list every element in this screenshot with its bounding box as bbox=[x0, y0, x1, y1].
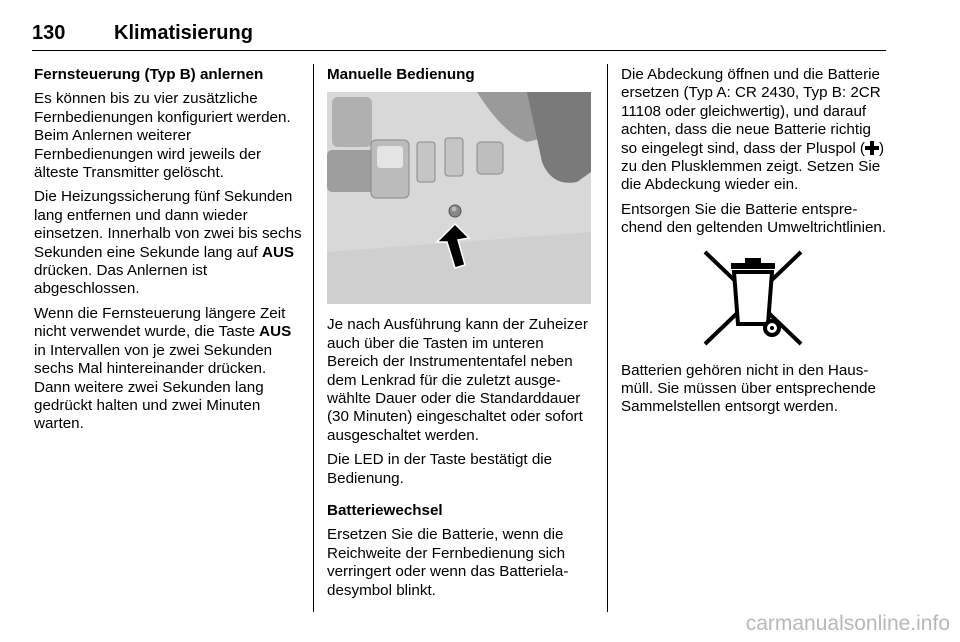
page-header bbox=[32, 22, 886, 51]
column-divider bbox=[313, 64, 314, 612]
chapter-title: Klimatisierung bbox=[114, 22, 253, 44]
section-heading-remote-learning: Fernsteuerung (Typ B) anlernen bbox=[34, 66, 264, 83]
section-heading-manual-operation: Manuelle Bedienung bbox=[327, 66, 475, 83]
column-2 bbox=[327, 66, 595, 606]
section-heading-battery-change: Batteriewechsel bbox=[327, 502, 443, 520]
watermark: carmanualsonline.info bbox=[745, 612, 950, 635]
crossed-out-bin-icon bbox=[701, 248, 805, 348]
column-1 bbox=[34, 66, 302, 440]
paragraph: Die Heizungssicherung fünf Sekunden lang entfernen und dann wieder einsetzen. Innerhalb von zwei bis sechs Sekunden eine Sekunde lang auf AUS drücken. Das Anlernen ist abgeschlossen. bbox=[34, 188, 302, 298]
column-divider bbox=[607, 64, 608, 612]
column-3 bbox=[621, 66, 889, 423]
paragraph: Wenn die Fernsteuerung längere Zeit nicht verwendet wurde, die Taste AUS in Intervallen von je zwei Sekunden sechs Mal hintereinander drücken. Dann weitere zwei Sekunden lang gedrückt halten und zwei Minuten warten. bbox=[34, 304, 292, 433]
key-label-aus: AUS bbox=[259, 323, 292, 341]
plus-pole-icon bbox=[865, 141, 879, 155]
paragraph: Entsorgen Sie die Batterie entsprechend den geltenden Umweltrichtlinien. bbox=[621, 200, 887, 237]
key-label-aus: AUS bbox=[262, 243, 295, 261]
paragraph: Je nach Ausführung kann der Zuheizer auch über die Tasten im unteren Bereich der Instrumententafel neben dem Lenkrad für die zuletzt ausgewählte Dauer oder die Standarddauer (30 Minuten) eingeschaltet oder sofort ausgeschaltet werden. bbox=[327, 316, 588, 444]
paragraph: Die LED in der Taste bestätigt die Bedienung. bbox=[327, 451, 553, 487]
page-number: 130 bbox=[32, 22, 66, 44]
paragraph: Ersetzen Sie die Batterie, wenn die Reichweite der Fernbedienung sich verringert oder wenn das Batterieladesymbol blinkt. bbox=[327, 526, 569, 599]
paragraph: Es können bis zu vier zusätzliche Fernbedienungen konfiguriert werden. Beim Anlernen weiterer Fernbedienungen wird jeweils der älteste Transmitter gelöscht. bbox=[34, 90, 291, 182]
paragraph: Batterien gehören nicht in den Hausmüll. Sie müssen über entsprechende Sammelstellen entsorgt werden. bbox=[621, 361, 876, 416]
paragraph: Die Abdeckung öffnen und die Batterie ersetzen (Typ A: CR 2430, Typ B: 2CR 11108 oder gleichwertig), und darauf achten, dass die neue Batterie richtig so eingelegt sind, dass der Pluspol ( ) zu den Plusklemmen zeigt. Setzen Sie die Abdeckung wieder ein. bbox=[621, 66, 885, 194]
dashboard-buttons-photo bbox=[327, 92, 591, 304]
